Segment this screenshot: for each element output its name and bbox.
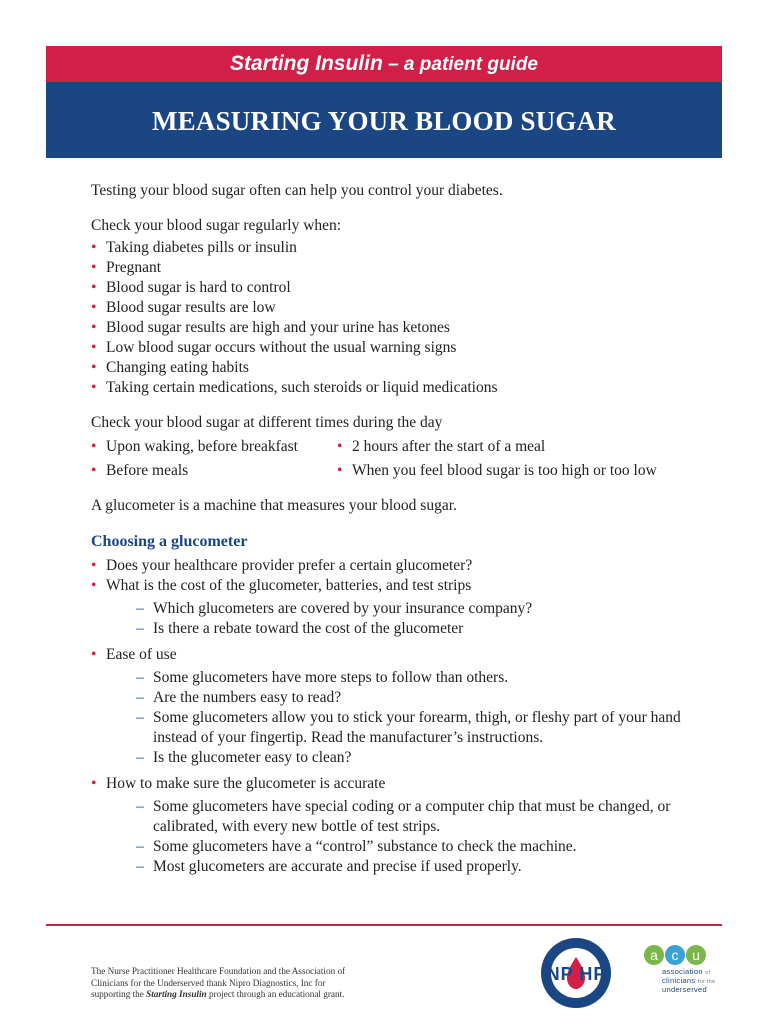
footer-text-part: project through an educational grant. [206,989,345,999]
list-item: • Blood sugar results are low [91,298,691,318]
list-item: • Upon waking, before breakfast [91,437,337,457]
footer-divider [46,924,722,926]
list-item [91,774,691,877]
acu-circles [642,942,732,968]
question-text: What is the cost of the glucometer, batteries, and test strips [106,577,472,594]
sub-list-item: – Most glucometers are accurate and precise if used properly. [136,857,691,877]
main-content [91,181,691,883]
list-item: • Does your healthcare provider prefer a certain glucometer? [91,556,691,576]
list-item: • Blood sugar results are high and your urine has ketones [91,318,691,338]
sub-list-item: – Some glucometers have a “control” substance to check the machine. [136,837,691,857]
banner-sub: – a patient guide [382,54,539,75]
section-heading: Choosing a glucometer [91,533,248,550]
choosing-list [91,556,691,877]
list-item: • Taking diabetes pills or insulin [91,238,691,258]
list-item: • Changing eating habits [91,358,691,378]
nphf-letters: NP HF [546,964,606,984]
question-text: How to make sure the glucometer is accurate [106,775,386,792]
list-item: • Before meals [91,461,337,481]
sub-list-item: – Some glucometers allow you to stick your forearm, thigh, or fleshy part of your hand instead of your fingertip. Read the manufacturer’s instructions. [136,708,691,748]
acu-line: underserved [662,985,707,994]
sub-list [106,797,691,877]
page-title: MEASURING YOUR BLOOD SUGAR [46,82,722,158]
acu-line: clinicians [662,976,696,985]
sub-list [106,599,691,639]
sub-list-item: – Are the numbers easy to read? [136,688,691,708]
intro-text: Testing your blood sugar often can help you control your diabetes. [91,182,503,199]
acu-line-small: for the [697,979,716,985]
sub-list [106,668,691,768]
sub-list-item: – Some glucometers have more steps to follow than others. [136,668,691,688]
list-item [91,576,691,639]
acu-letter: a [650,947,658,963]
list-item: • When you feel blood sugar is too high or too low [337,461,677,481]
times-list [91,437,691,481]
regular-list [91,238,691,398]
acu-letter: u [692,947,700,963]
times-lead: Check your blood sugar at different times during the day [91,414,443,431]
acu-logo [642,942,732,1014]
banner-main: Starting Insulin [229,52,383,75]
acu-wordmark [662,968,716,994]
footer-project-name: Starting Insulin [146,989,207,999]
guide-banner [46,46,722,82]
sub-list-item: – Is there a rebate toward the cost of the glucometer [136,619,691,639]
list-item: • Blood sugar is hard to control [91,278,691,298]
acu-letter: c [671,947,679,963]
list-item: • Taking certain medications, such steroids or liquid medications [91,378,691,398]
footer-text-part: The Nurse Practitioner Healthcare Foundation and the Association of Clinicians for the Underserved thank Nipro Diagnostics, Inc for supporting the [91,966,346,999]
nphf-logo [533,935,619,1015]
list-item: • 2 hours after the start of a meal [337,437,677,457]
list-item [91,645,691,768]
acu-line-small: of [705,970,711,976]
regular-lead: Check your blood sugar regularly when: [91,217,342,234]
list-item: • Low blood sugar occurs without the usual warning signs [91,338,691,358]
glucometer-definition: A glucometer is a machine that measures your blood sugar. [91,497,457,514]
sub-list-item: – Some glucometers have special coding or a computer chip that must be changed, or calibrated, with every new bottle of test strips. [136,797,691,837]
footer-acknowledgement [91,966,361,1001]
acu-line: association [662,967,703,976]
sub-list-item: – Is the glucometer easy to clean? [136,748,691,768]
sub-list-item: – Which glucometers are covered by your insurance company? [136,599,691,619]
question-text: Ease of use [106,646,177,663]
list-item: • Pregnant [91,258,691,278]
